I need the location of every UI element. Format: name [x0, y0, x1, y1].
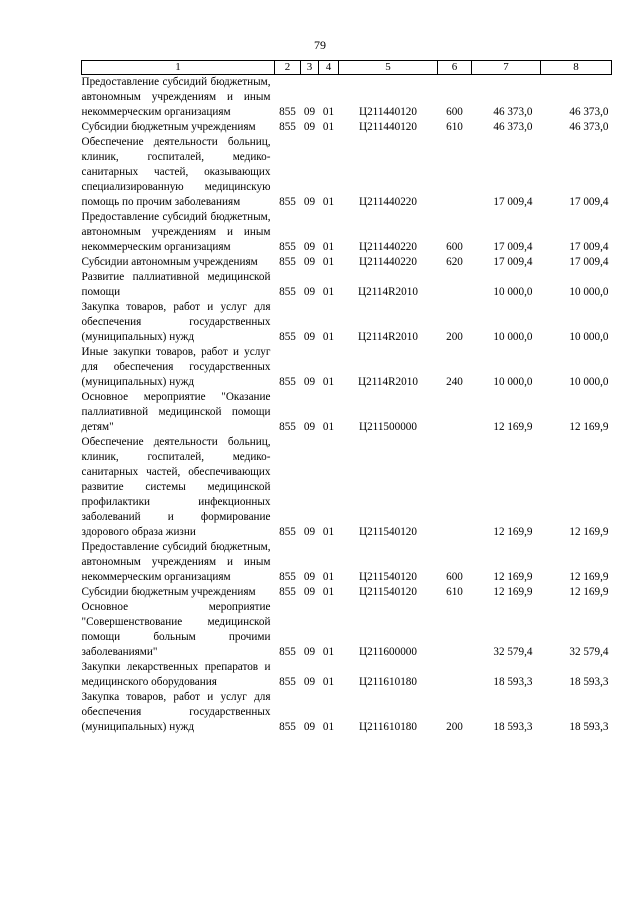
expense-type-cell	[438, 270, 472, 300]
amount-cell: 17 009,4	[569, 196, 609, 208]
amount-cell: 46 373,0	[569, 121, 609, 133]
table-row	[82, 540, 612, 585]
subsection-code-cell: 01	[322, 571, 335, 583]
subsection-code-cell: 01	[322, 376, 335, 388]
amount-cell: 32 579,4	[569, 646, 609, 658]
row-name-cell: Развитие паллиативной медицинской помощи	[81, 271, 271, 298]
target-article-cell: Ц211500000	[358, 421, 417, 433]
amount-cell: 10 000,0	[569, 331, 609, 343]
row-name-cell: Предоставление субсидий бюджетным, автономным учреждениям и иным некоммерческим организациям	[81, 76, 271, 118]
amount-cell: 18 593,3	[569, 721, 609, 733]
ved-code-cell: 855	[279, 256, 296, 268]
target-article-cell: Ц211610180	[358, 721, 417, 733]
subsection-code-cell: 01	[322, 331, 335, 343]
header-cell: 1	[82, 61, 275, 75]
section-code-cell: 09	[303, 646, 316, 658]
amount-cell: 10 000,0	[569, 376, 609, 388]
amount-cell: 12 169,9	[493, 421, 533, 433]
amount-cell: 10 000,0	[569, 286, 609, 298]
amount-cell: 17 009,4	[569, 256, 609, 268]
amount-cell: 18 593,3	[493, 721, 533, 733]
ved-code-cell: 855	[279, 676, 296, 688]
amount-cell: 10 000,0	[493, 376, 533, 388]
section-code-cell: 09	[303, 241, 316, 253]
section-code-cell: 09	[303, 196, 316, 208]
expense-type-cell	[438, 135, 472, 210]
subsection-code-cell: 01	[322, 121, 335, 133]
amount-cell: 12 169,9	[569, 571, 609, 583]
subsection-code-cell: 01	[322, 421, 335, 433]
table-header-row	[82, 61, 612, 75]
target-article-cell: Ц211440120	[358, 106, 417, 118]
amount-cell: 12 169,9	[569, 526, 609, 538]
target-article-cell: Ц211540120	[358, 526, 417, 538]
ved-code-cell: 855	[279, 586, 296, 598]
expense-type-cell: 610	[446, 586, 463, 598]
ved-code-cell: 855	[279, 526, 296, 538]
table-row	[82, 270, 612, 300]
subsection-code-cell: 01	[322, 646, 335, 658]
ved-code-cell: 855	[279, 421, 296, 433]
section-code-cell: 09	[303, 571, 316, 583]
row-name-cell: Закупка товаров, работ и услуг для обеспечения государственных (муниципальных) нужд	[81, 691, 271, 733]
ved-code-cell: 855	[279, 121, 296, 133]
expense-type-cell: 600	[446, 106, 463, 118]
table-row	[82, 345, 612, 390]
amount-cell: 17 009,4	[493, 196, 533, 208]
row-name-cell: Субсидии бюджетным учреждениям	[81, 121, 256, 133]
table-row	[82, 390, 612, 435]
row-name-cell: Предоставление субсидий бюджетным, автономным учреждениям и иным некоммерческим организациям	[81, 211, 271, 253]
row-name-cell: Предоставление субсидий бюджетным, автономным учреждениям и иным некоммерческим организациям	[81, 541, 271, 583]
expense-type-cell	[438, 600, 472, 660]
amount-cell: 10 000,0	[493, 286, 533, 298]
expense-type-cell	[438, 390, 472, 435]
header-cell: 2	[275, 61, 301, 75]
ved-code-cell: 855	[279, 571, 296, 583]
target-article-cell: Ц211540120	[358, 571, 417, 583]
section-code-cell: 09	[303, 106, 316, 118]
amount-cell: 18 593,3	[493, 676, 533, 688]
target-article-cell: Ц211440220	[358, 256, 417, 268]
expense-type-cell: 200	[446, 721, 463, 733]
expense-type-cell	[438, 435, 472, 540]
table-row	[82, 300, 612, 345]
subsection-code-cell: 01	[322, 676, 335, 688]
table-row	[82, 75, 612, 121]
subsection-code-cell: 01	[322, 586, 335, 598]
subsection-code-cell: 01	[322, 526, 335, 538]
section-code-cell: 09	[303, 256, 316, 268]
table-row	[82, 660, 612, 690]
target-article-cell: Ц2114R2010	[358, 286, 418, 298]
section-code-cell: 09	[303, 721, 316, 733]
expense-type-cell: 600	[446, 241, 463, 253]
subsection-code-cell: 01	[322, 241, 335, 253]
amount-cell: 18 593,3	[569, 676, 609, 688]
amount-cell: 46 373,0	[493, 106, 533, 118]
amount-cell: 32 579,4	[493, 646, 533, 658]
expense-type-cell: 610	[446, 121, 463, 133]
expense-type-cell: 620	[446, 256, 463, 268]
table-row	[82, 135, 612, 210]
expense-type-cell: 240	[446, 376, 463, 388]
header-cell: 6	[438, 61, 472, 75]
row-name-cell: Основное мероприятие "Оказание паллиативной медицинской помощи детям"	[81, 391, 271, 433]
row-name-cell: Обеспечение деятельности больниц, клиник, госпиталей, медико-санитарных частей, обеспечивающих развитие системы медицинской профилактики инфекционных заболеваний и формирование здорового образа жизни	[81, 436, 271, 538]
row-name-cell: Субсидии автономным учреждениям	[81, 256, 258, 268]
ved-code-cell: 855	[279, 721, 296, 733]
subsection-code-cell: 01	[322, 721, 335, 733]
amount-cell: 12 169,9	[493, 571, 533, 583]
table-body	[82, 75, 612, 736]
row-name-cell: Иные закупки товаров, работ и услуг для обеспечения государственных (муниципальных) нужд	[81, 346, 271, 388]
subsection-code-cell: 01	[322, 286, 335, 298]
table-row	[82, 255, 612, 270]
section-code-cell: 09	[303, 331, 316, 343]
expense-type-cell: 600	[446, 571, 463, 583]
amount-cell: 12 169,9	[569, 586, 609, 598]
target-article-cell: Ц211540120	[358, 586, 417, 598]
header-cell: 8	[541, 61, 612, 75]
budget-table	[81, 60, 612, 735]
row-name-cell: Закупка товаров, работ и услуг для обеспечения государственных (муниципальных) нужд	[81, 301, 271, 343]
section-code-cell: 09	[303, 526, 316, 538]
target-article-cell: Ц211440120	[358, 121, 417, 133]
header-cell: 3	[301, 61, 319, 75]
header-cell: 7	[472, 61, 541, 75]
amount-cell: 46 373,0	[493, 121, 533, 133]
table-row	[82, 690, 612, 735]
target-article-cell: Ц211440220	[358, 241, 417, 253]
target-article-cell: Ц2114R2010	[358, 376, 418, 388]
ved-code-cell: 855	[279, 331, 296, 343]
amount-cell: 17 009,4	[493, 256, 533, 268]
page-number: 79	[314, 38, 326, 52]
row-name-cell: Закупки лекарственных препаратов и медицинского оборудования	[81, 661, 271, 688]
header-cell: 4	[319, 61, 339, 75]
table-row	[82, 600, 612, 660]
ved-code-cell: 855	[279, 286, 296, 298]
expense-type-cell	[438, 660, 472, 690]
amount-cell: 12 169,9	[493, 586, 533, 598]
target-article-cell: Ц211610180	[358, 676, 417, 688]
table-row	[82, 435, 612, 540]
target-article-cell: Ц2114R2010	[358, 331, 418, 343]
table-row	[82, 210, 612, 255]
section-code-cell: 09	[303, 421, 316, 433]
ved-code-cell: 855	[279, 106, 296, 118]
ved-code-cell: 855	[279, 376, 296, 388]
section-code-cell: 09	[303, 586, 316, 598]
ved-code-cell: 855	[279, 196, 296, 208]
section-code-cell: 09	[303, 286, 316, 298]
header-cell: 5	[339, 61, 438, 75]
section-code-cell: 09	[303, 376, 316, 388]
amount-cell: 17 009,4	[569, 241, 609, 253]
subsection-code-cell: 01	[322, 256, 335, 268]
amount-cell: 17 009,4	[493, 241, 533, 253]
amount-cell: 12 169,9	[569, 421, 609, 433]
expense-type-cell: 200	[446, 331, 463, 343]
table-row	[82, 585, 612, 600]
amount-cell: 10 000,0	[493, 331, 533, 343]
target-article-cell: Ц211440220	[358, 196, 417, 208]
ved-code-cell: 855	[279, 241, 296, 253]
target-article-cell: Ц211600000	[358, 646, 417, 658]
section-code-cell: 09	[303, 121, 316, 133]
section-code-cell: 09	[303, 676, 316, 688]
table-row	[82, 120, 612, 135]
row-name-cell: Обеспечение деятельности больниц, клиник, госпиталей, медико-санитарных частей, оказывающих специализированную медицинскую помощь по прочим заболеваниям	[81, 136, 271, 208]
subsection-code-cell: 01	[322, 106, 335, 118]
row-name-cell: Основное мероприятие "Совершенствование медицинской помощи больным прочими заболеваниями"	[81, 601, 271, 658]
amount-cell: 46 373,0	[569, 106, 609, 118]
row-name-cell: Субсидии бюджетным учреждениям	[81, 586, 256, 598]
subsection-code-cell: 01	[322, 196, 335, 208]
ved-code-cell: 855	[279, 646, 296, 658]
amount-cell: 12 169,9	[493, 526, 533, 538]
